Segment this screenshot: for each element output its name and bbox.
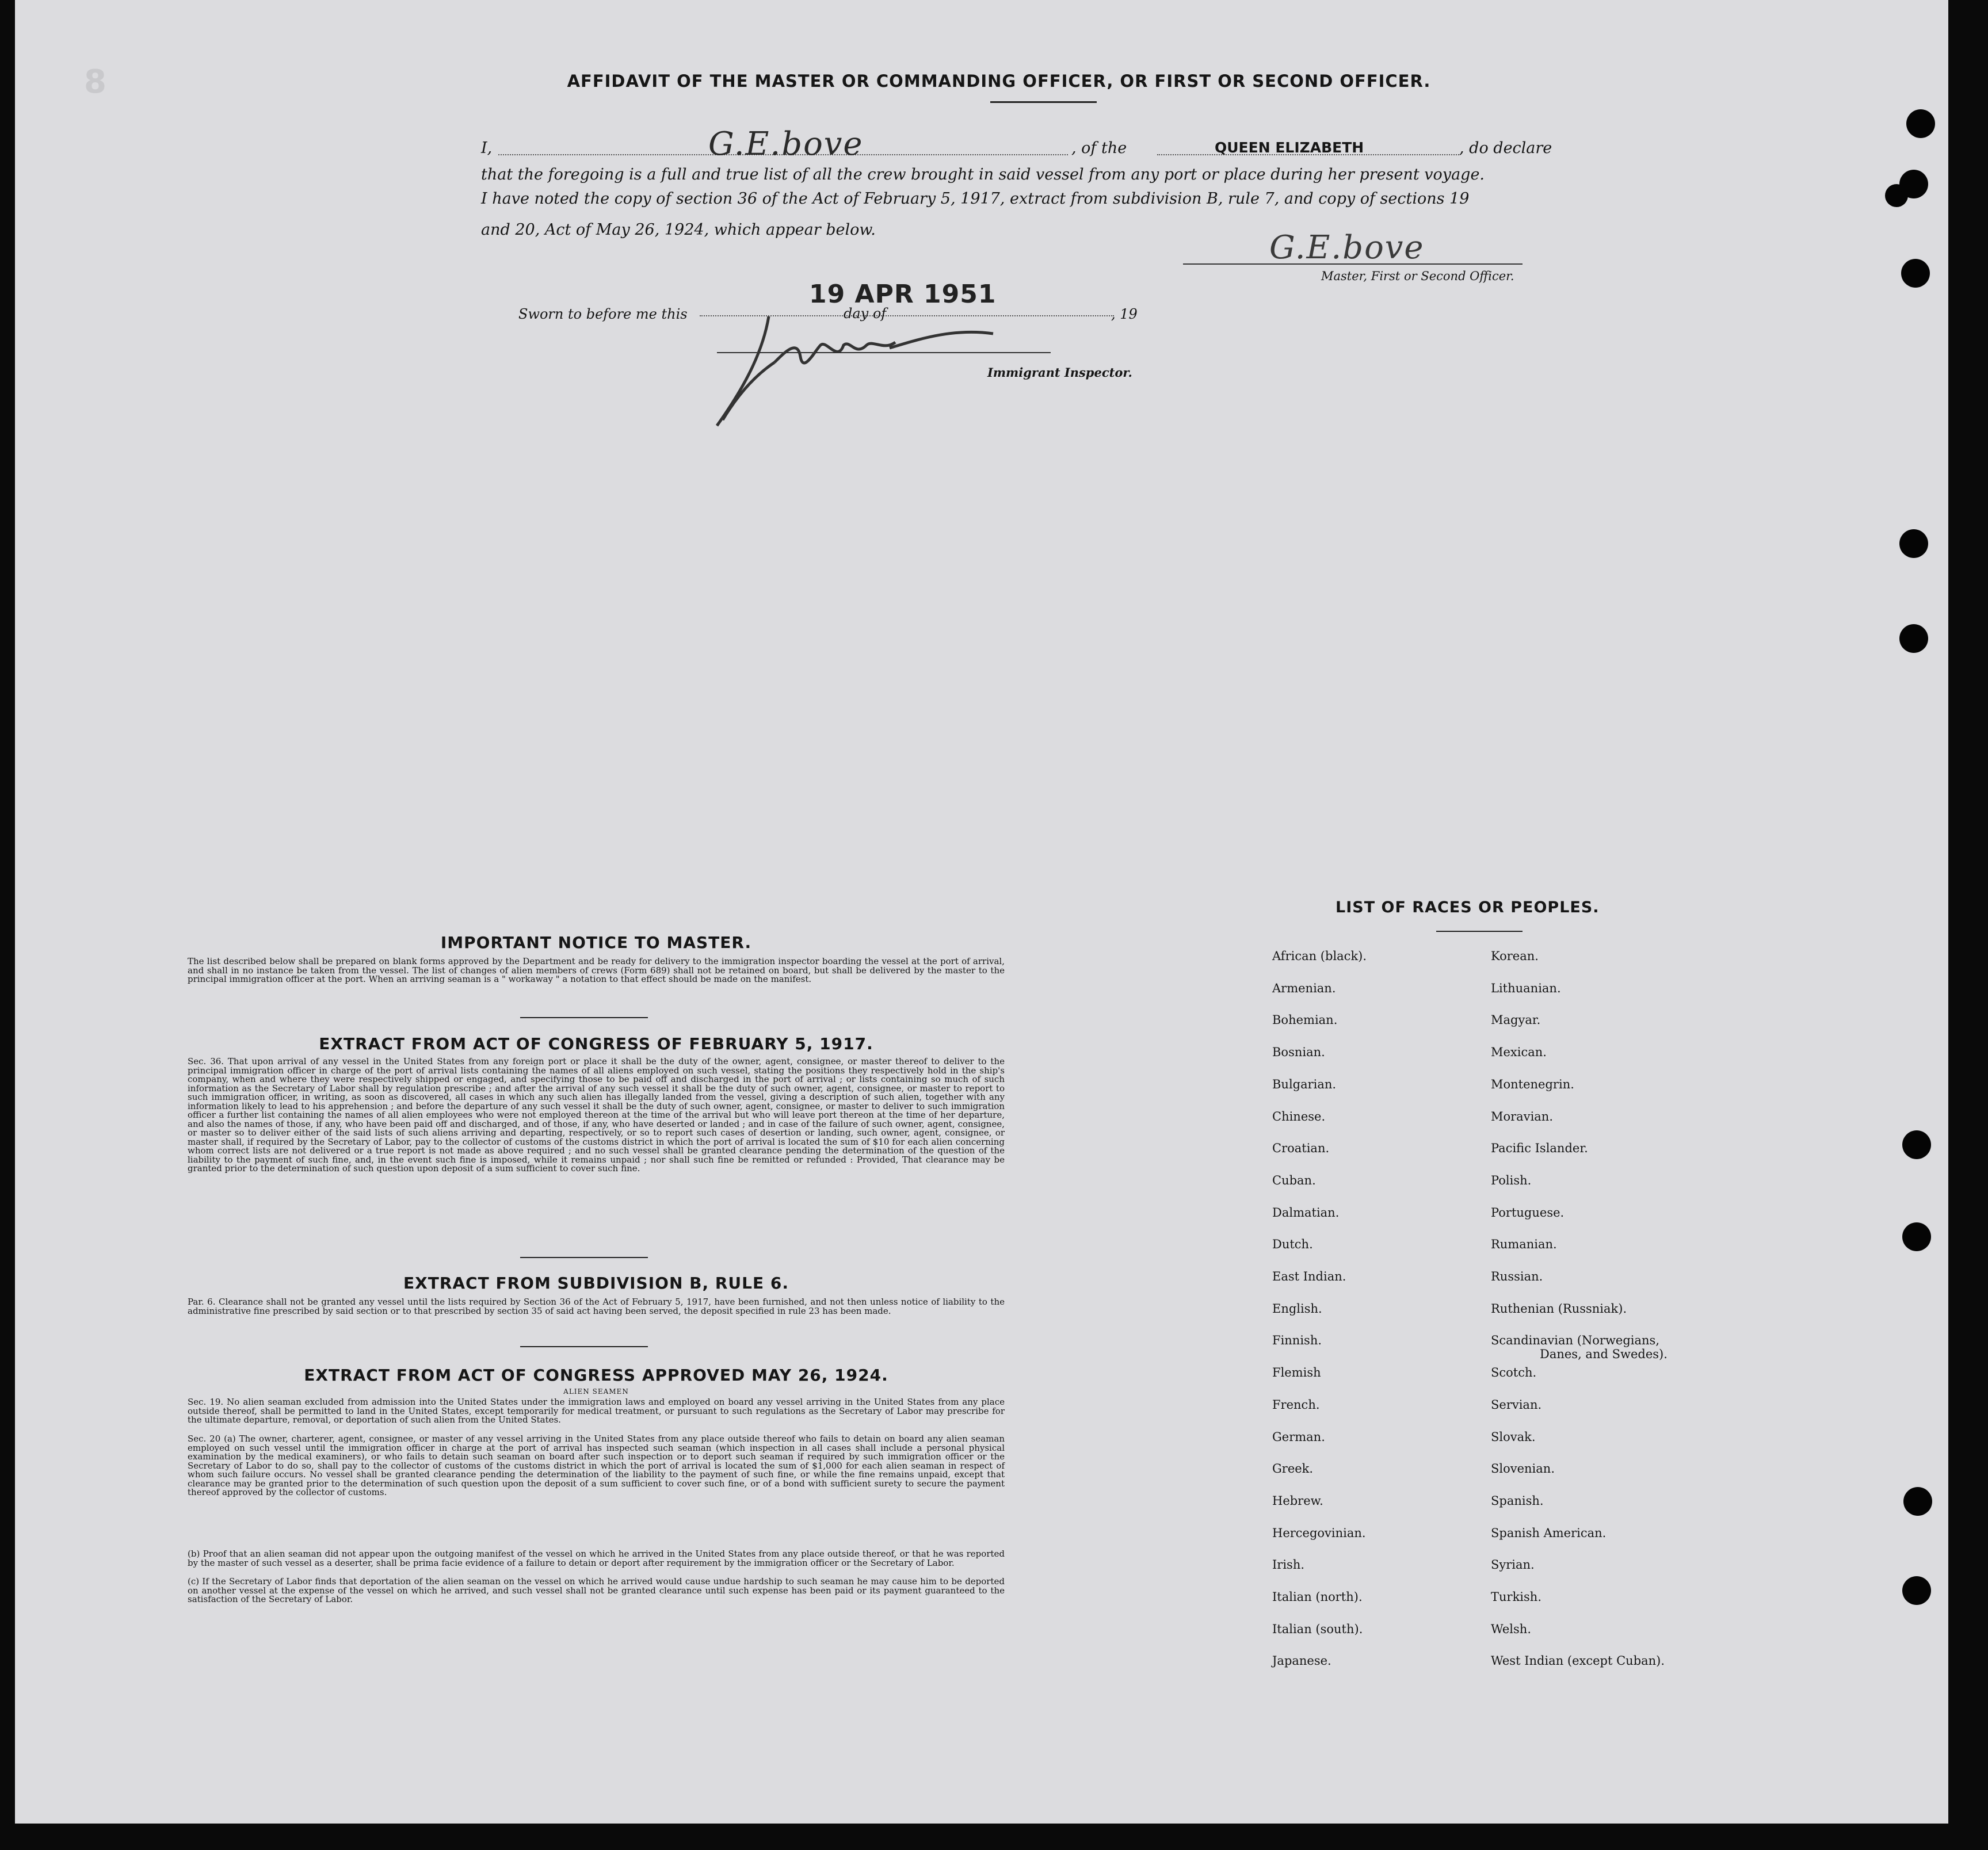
race-item: Spanish.: [1491, 1493, 1544, 1508]
punch-hole: [1902, 1576, 1931, 1605]
race-item: East Indian.: [1272, 1270, 1346, 1283]
title-rule: [990, 101, 1097, 103]
punch-hole: [1899, 529, 1928, 558]
extract-1917-title: EXTRACT FROM ACT OF CONGRESS OF FEBRUARY 5, 1917.: [319, 1034, 873, 1053]
race-item: English.: [1272, 1301, 1322, 1316]
divider: [520, 1257, 648, 1258]
punch-hole: [1906, 109, 1935, 138]
inspector-caption: Immigrant Inspector.: [987, 365, 1132, 380]
race-item: Syrian.: [1491, 1558, 1535, 1572]
extract-1924-title: EXTRACT FROM ACT OF CONGRESS APPROVED MAY 26, 1924.: [304, 1366, 888, 1385]
race-item: Japanese.: [1272, 1654, 1331, 1668]
races-title-rule: [1436, 931, 1523, 932]
affidavit-line-2: that the foregoing is a full and true list of all the crew brought in said vessel from any port or place during her present voyage.: [481, 166, 1485, 184]
race-item: Flemish: [1272, 1366, 1321, 1380]
year-prefix: , 19: [1111, 306, 1138, 322]
race-item: Irish.: [1272, 1558, 1305, 1572]
punch-hole: [1899, 170, 1928, 198]
punch-hole: [1901, 259, 1930, 288]
race-item: Bohemian.: [1272, 1013, 1338, 1027]
master-caption: Master, First or Second Officer.: [1321, 269, 1514, 283]
race-item: Italian (north).: [1272, 1590, 1363, 1604]
alien-seamen-subtitle: ALIEN SEAMEN: [563, 1388, 629, 1396]
signer-name-handwritten: G.E.bove: [708, 125, 864, 163]
race-item: Russian.: [1491, 1270, 1543, 1283]
sec20a-text: Sec. 20 (a) The owner, charterer, agent, consignee, or master of any vessel arriving in the United States from any place outside thereof who fails to detain on board any alien seaman employed on such vessel until the immigration officer in charge at the port of arrival has inspected such seaman (which inspection in all cases shall include a personal physical examination by the medical examiners), or who fails to detain such seaman on board after such inspection or to deport such seaman if required by such immigration officer or the Secretary of Labor to do so, shall pay to the collector of customs of the customs district in which the port of arrival is located the sum of $1,000 for each alien seaman in respect of whom such failure occurs. No vessel shall be granted clearance pending the determination of the liability to the payment of such fine, or while the fine remains unpaid, except that clearance may be granted prior to the determination of such question upon the deposit of a sum sufficient to cover such fine, or of a bond with sufficient surety to secure the payment thereof approved by the collector of customs.: [188, 1434, 1005, 1497]
race-item: West Indian (except Cuban).: [1491, 1654, 1665, 1668]
divider: [520, 1346, 648, 1347]
inspector-signature: [700, 305, 1022, 437]
race-item: Rumanian.: [1491, 1237, 1557, 1252]
race-item: Lithuanian.: [1491, 981, 1561, 995]
race-item: Mexican.: [1491, 1045, 1547, 1060]
race-item: Slovak.: [1491, 1429, 1536, 1444]
race-item: Hebrew.: [1272, 1493, 1323, 1508]
do-declare-label: , do declare: [1459, 139, 1552, 157]
day-of-label: day of: [844, 305, 887, 322]
race-item: Welsh.: [1491, 1622, 1531, 1636]
punch-hole: [1902, 1222, 1931, 1251]
race-item: Pacific Islander.: [1491, 1141, 1588, 1156]
race-item-continued: Danes, and Swedes).: [1540, 1347, 1668, 1361]
race-item: Turkish.: [1491, 1590, 1541, 1604]
rule6-text: Par. 6. Clearance shall not be granted any vessel until the lists required by Section 36 of the Act of February 5, 1917, have been furnished, and not then unless notice of liability to the administrative fine prescribed by said section or to that prescribed by section 35 of said act having been served, the deposit specified in rule 23 has been made.: [188, 1297, 1005, 1316]
races-title: LIST OF RACES OR PEOPLES.: [1335, 899, 1600, 916]
affidavit-title: AFFIDAVIT OF THE MASTER OR COMMANDING OFFICER, OR FIRST OR SECOND OFFICER.: [567, 71, 1431, 91]
race-item: Croatian.: [1272, 1141, 1330, 1156]
race-item: Korean.: [1491, 949, 1539, 963]
extract-1917-text: Sec. 36. That upon arrival of any vessel in the United States from any foreign port or place it shall be the duty of the owner, agent, consignee, or master thereof to deliver to the principal immigration officer in charge of the port of arrival lists containing the names of all aliens employed on such vessel, stating the positions they respectively hold in the ship's company, when and where they were respectively shipped or engaged, and specifying those to be paid off and discharged in the port of arrival ; or lists containing so much of such information as the Secretary of Labor shall by regulation prescribe ; and after the arrival of any such vessel it shall be the duty of such owner, agent, consignee, or master to report to such immigration officer, in writing, as soon as discovered, all cases in which any such alien has illegally landed from the vessel, giving a description of such alien, together with any information likely to lead to his apprehension ; and before the departure of any such vessel it shall be the duty of such owner, agent, consignee, or master to deliver to such immigration officer a further list containing the names of all alien employees who were not employed thereon at the time of the arrival but who will leave port thereon at the time of her departure, and also the names of those, if any, who have been paid off and discharged, and of those, if any, who have deserted or landed ; and in case of the failure of such owner, agent, consignee, or master so to deliver either of the said lists of such aliens arriving and departing, respectively, or so to report such cases of desertion or landing, such owner, agent, consignee, or master shall, if required by the Secretary of Labor, pay to the collector of customs of the customs district in which the port of arrival is located the sum of $10 for each alien concerning whom correct lists are not delivered or a true report is not made as above required ; and no such vessel shall be granted clearance pending the determination of the question of the liability to the payment of such fine, and, in the event such fine is imposed, while it remains unpaid ; nor shall such fine be remitted or refunded : Provided, That clearance may be granted prior to the determination of such question upon deposit of a sum sufficient to cover such fine.: [188, 1056, 1005, 1174]
race-item: Montenegrin.: [1491, 1077, 1574, 1091]
divider: [520, 1017, 648, 1018]
race-item: Finnish.: [1272, 1333, 1322, 1348]
race-item: Bosnian.: [1272, 1045, 1325, 1060]
punch-hole: [1903, 1487, 1932, 1516]
race-item: Dalmatian.: [1272, 1205, 1340, 1220]
race-item: Polish.: [1491, 1173, 1532, 1187]
notice-text: The list described below shall be prepared on blank forms approved by the Department and be ready for delivery to the immigration inspector boarding the vessel at the port of arrival, and shall in no instance be taken from the vessel. The list of changes of alien members of crews (Form 689) shall not be retained on board, but shall be delivered by the master to the principal immigration officer at the port. When an arriving seaman is a " workaway " a notation to that effect should be made on the manifest.: [188, 956, 1005, 984]
of-the-label: , of the: [1071, 139, 1127, 157]
race-item: African (black).: [1272, 949, 1367, 963]
rule6-title: EXTRACT FROM SUBDIVISION B, RULE 6.: [403, 1274, 789, 1293]
affidavit-line-4: and 20, Act of May 26, 1924, which appear below.: [481, 221, 876, 239]
race-item: Ruthenian (Russniak).: [1491, 1301, 1627, 1316]
vessel-name: QUEEN ELIZABETH: [1215, 139, 1364, 156]
race-item: Armenian.: [1272, 981, 1336, 995]
race-item: German.: [1272, 1429, 1325, 1444]
race-item: Portuguese.: [1491, 1205, 1565, 1220]
i-label: I,: [481, 139, 493, 157]
sec20b-text: (b) Proof that an alien seaman did not appear upon the outgoing manifest of the vessel on which he arrived in the United States from any place outside thereof, or that he was reported by the master of such vessel as a deserter, shall be prima facie evidence of a failure to detain or deport after requirement by the immigration officer or the Secretary of Labor.: [188, 1549, 1005, 1568]
sec19-text: Sec. 19. No alien seaman excluded from admission into the United States under the immigration laws and employed on board any vessel arriving in the United States from any place outside thereof, shall be permitted to land in the United States, except temporarily for medical treatment, or pursuant to such regulations as the Secretary of Labor may prescribe for the ultimate departure, removal, or deportation of such alien from the United States.: [188, 1397, 1005, 1425]
race-item: French.: [1272, 1397, 1320, 1412]
race-item: Moravian.: [1491, 1109, 1554, 1123]
punch-hole: [1899, 624, 1928, 653]
race-item: Italian (south).: [1272, 1622, 1363, 1636]
race-item: Greek.: [1272, 1462, 1314, 1476]
race-item: Scandinavian (Norwegians,: [1491, 1333, 1660, 1348]
notice-title: IMPORTANT NOTICE TO MASTER.: [440, 933, 752, 952]
document-page: [15, 0, 1948, 1824]
affidavit-line-3: I have noted the copy of section 36 of the Act of February 5, 1917, extract from subdivision B, rule 7, and copy of sections 19: [481, 190, 1470, 208]
race-item: Spanish American.: [1491, 1526, 1607, 1540]
bleed-through-mark: 8: [84, 63, 106, 101]
race-item: Slovenian.: [1491, 1462, 1555, 1476]
race-item: Scotch.: [1491, 1366, 1537, 1380]
sworn-label: Sworn to before me this: [518, 306, 688, 322]
race-item: Chinese.: [1272, 1109, 1326, 1123]
race-item: Hercegovinian.: [1272, 1526, 1366, 1540]
race-item: Magyar.: [1491, 1013, 1541, 1027]
race-item: Cuban.: [1272, 1173, 1316, 1187]
race-item: Dutch.: [1272, 1237, 1313, 1252]
punch-hole: [1902, 1130, 1931, 1159]
sec20c-text: (c) If the Secretary of Labor finds that deportation of the alien seaman on the vessel on which he arrived would cause undue hardship to such seaman he may cause him to be deported on another vessel at the expense of the vessel on which he arrived, and such vessel shall not be granted clearance until such expense has been paid or its payment guaranteed to the satisfaction of the Secretary of Labor.: [188, 1576, 1005, 1604]
date-stamp: 19 APR 1951: [809, 280, 997, 309]
race-item: Bulgarian.: [1272, 1077, 1337, 1091]
master-signature: G.E.bove: [1269, 229, 1425, 266]
race-item: Servian.: [1491, 1397, 1542, 1412]
